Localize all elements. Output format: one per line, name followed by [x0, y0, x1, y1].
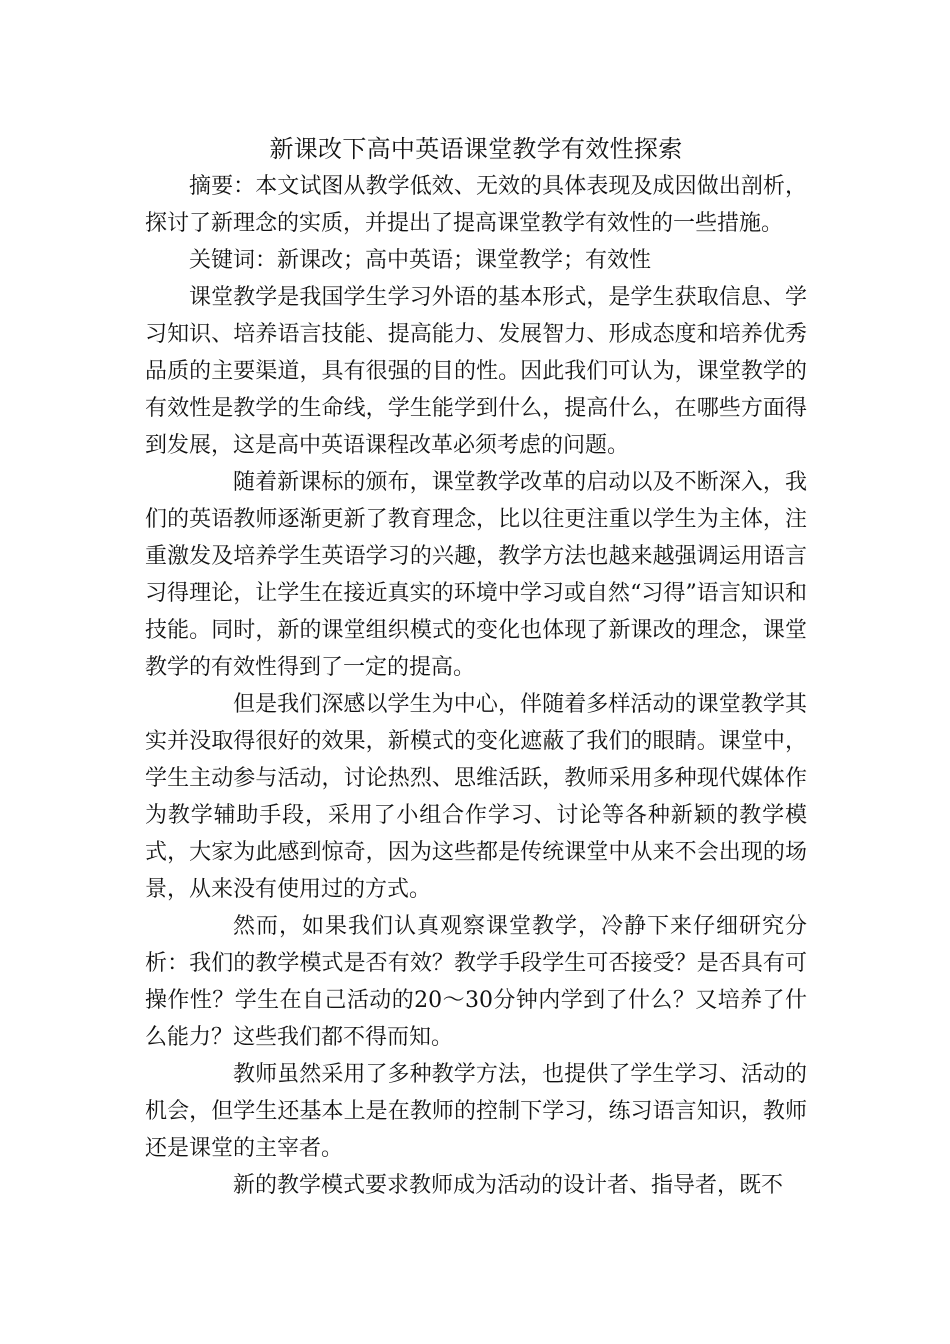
- body-paragraph-3: 但是我们深感以学生为中心，伴随着多样活动的课堂教学其实并没取得很好的效果，新模式的变化遮蔽了我们的眼睛。课堂中，学生主动参与活动，讨论热烈、思维活跃，教师采用多种现代媒体作为教学辅助手段，采用了小组合作学习、讨论等各种新颖的教学模式，大家为此感到惊奇，因为这些都是传统课堂中从来不会出现的场景，从来没有使用过的方式。: [145, 692, 807, 902]
- keywords-paragraph: 关键词：新课改；高中英语；课堂教学；有效性: [189, 248, 652, 273]
- body-paragraph-2: 随着新课标的颁布，课堂教学改革的启动以及不断深入，我们的英语教师逐渐更新了教育理念，比以往更注重以学生为主体，注重激发及培养学生英语学习的兴趣，教学方法也越来越强调运用语言习得理论，让学生在接近真实的环境中学习或自然“习得”语言知识和技能。同时，新的课堂组织模式的变化也体现了新课改的理念，课堂教学的有效性得到了一定的提高。: [145, 470, 807, 680]
- document-title: 新课改下高中英语课堂教学有效性探索: [269, 135, 683, 163]
- body-paragraph-4: 然而，如果我们认真观察课堂教学，冷静下来仔细研究分析：我们的教学模式是否有效？教学手段学生可否接受？是否具有可操作性？学生在自己活动的20～30分钟内学到了什么？又培养了什么能力？这些我们都不得而知。: [145, 914, 807, 1050]
- body-paragraph-5: 教师虽然采用了多种教学方法，也提供了学生学习、活动的机会，但学生还基本上是在教师的控制下学习，练习语言知识，教师还是课堂的主宰者。: [145, 1062, 807, 1161]
- body-paragraph-6: 新的教学模式要求教师成为活动的设计者、指导者，既不: [233, 1173, 784, 1198]
- document-body: [145, 130, 807, 1204]
- body-paragraph-1: 课堂教学是我国学生学习外语的基本形式，是学生获取信息、学习知识、培养语言技能、提高能力、发展智力、形成态度和培养优秀品质的主要渠道，具有很强的目的性。因此我们可认为，课堂教学的有效性是教学的生命线，学生能学到什么，提高什么，在哪些方面得到发展，这是高中英语课程改革必须考虑的问题。: [145, 285, 807, 458]
- abstract-paragraph: 摘要：本文试图从教学低效、无效的具体表现及成因做出剖析，探讨了新理念的实质，并提出了提高课堂教学有效性的一些措施。: [145, 174, 807, 236]
